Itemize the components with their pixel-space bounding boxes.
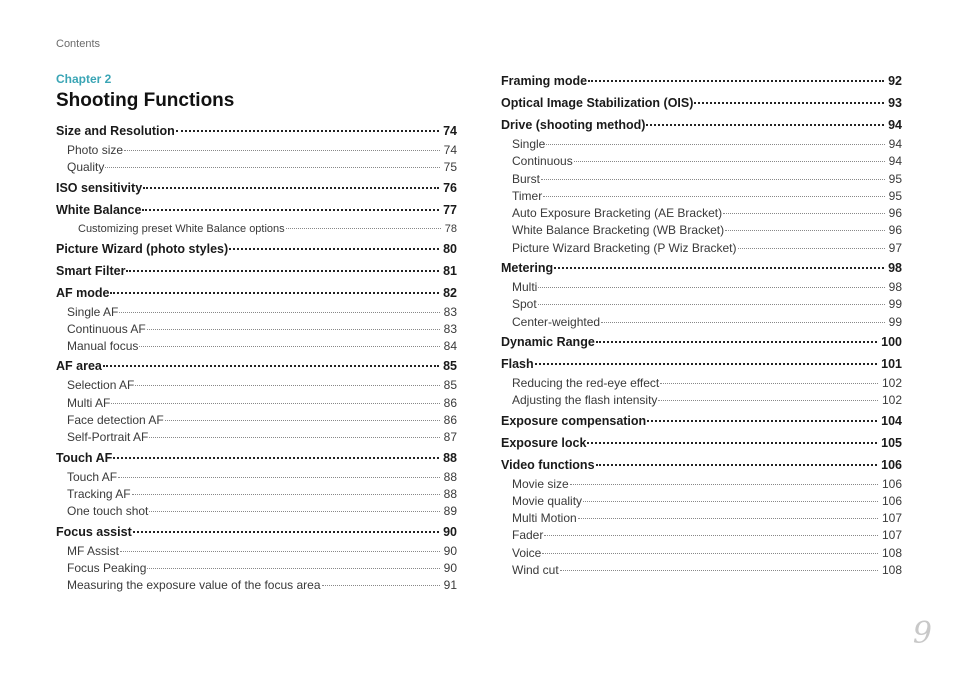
toc-subentry[interactable] — [501, 222, 902, 239]
dot-leader — [723, 213, 885, 214]
toc-entry[interactable] — [501, 454, 902, 476]
toc-entry[interactable] — [501, 70, 902, 92]
toc-entry-title: Size and Resolution — [56, 124, 175, 138]
toc-subentry-title: Focus Peaking — [67, 560, 147, 575]
toc-entry-title: Flash — [501, 356, 534, 371]
dot-leader — [538, 287, 884, 288]
toc-subentry-page: 86 — [443, 395, 457, 410]
dot-leader — [135, 385, 439, 386]
dot-leader — [554, 267, 884, 269]
toc-subentry[interactable] — [501, 188, 902, 205]
dot-leader — [126, 270, 439, 272]
toc-subentry[interactable] — [501, 314, 902, 331]
dot-leader — [646, 124, 884, 126]
toc-subentry-title: Adjusting the flash intensity — [512, 393, 658, 408]
toc-subentry-title: Reducing the red-eye effect — [512, 375, 660, 390]
toc-subentry[interactable] — [501, 375, 902, 392]
toc-entry-page: 104 — [881, 413, 902, 428]
toc-section — [501, 331, 902, 353]
toc-subentry[interactable] — [56, 142, 457, 159]
toc-subentry[interactable] — [501, 205, 902, 222]
dot-leader — [544, 535, 878, 536]
toc-entry[interactable] — [501, 114, 902, 136]
dot-leader — [149, 511, 439, 512]
toc-subentry-title: Wind cut — [512, 563, 559, 578]
toc-entry[interactable] — [501, 410, 902, 432]
toc-entry[interactable] — [56, 355, 457, 377]
toc-subentry-page: 106 — [881, 476, 902, 491]
toc-entry-page: 81 — [443, 263, 457, 278]
dot-leader — [147, 568, 439, 569]
toc-subentry-page: 90 — [443, 543, 457, 558]
toc-entry[interactable] — [56, 260, 457, 282]
toc-right-column — [501, 70, 902, 579]
toc-section — [501, 432, 902, 454]
dot-leader — [105, 167, 439, 168]
toc-subentry-title: Touch AF — [67, 469, 118, 484]
dot-leader — [583, 501, 878, 502]
toc-subentry-title: Burst — [512, 171, 541, 186]
dot-leader — [570, 484, 878, 485]
toc-subentry-page: 94 — [888, 137, 902, 151]
dot-leader — [113, 457, 439, 459]
dot-leader — [149, 437, 439, 438]
dot-leader — [660, 383, 878, 384]
toc-subentry-page: 90 — [443, 560, 457, 575]
toc-subentry-title: Self-Portrait AF — [67, 430, 149, 445]
page-number: 9 — [912, 616, 932, 651]
toc-entry[interactable] — [56, 177, 457, 199]
toc-entry-page: 77 — [443, 202, 457, 217]
toc-subentry[interactable] — [56, 338, 457, 355]
toc-subentry[interactable] — [56, 395, 457, 412]
dot-leader — [546, 144, 884, 145]
toc-subentry-page: 83 — [443, 304, 457, 319]
toc-entry-title: Touch AF — [56, 450, 113, 465]
toc-subentry[interactable] — [56, 486, 457, 503]
dot-leader — [132, 494, 440, 495]
dot-leader — [725, 230, 885, 231]
toc-subentry-title: Movie size — [512, 476, 569, 491]
toc-entry[interactable] — [56, 238, 457, 260]
toc-subentry-page: 102 — [881, 375, 902, 390]
toc-subentry[interactable] — [501, 562, 902, 579]
dot-leader — [535, 363, 877, 365]
toc-subentry-title: Quality — [67, 160, 105, 175]
toc-section — [501, 70, 902, 92]
toc-entry-title: ISO sensitivity — [56, 180, 143, 195]
dot-leader — [120, 551, 440, 552]
toc-subentry[interactable] — [56, 560, 457, 577]
dot-leader — [119, 312, 439, 313]
toc-subentry-page: 96 — [888, 223, 902, 238]
toc-subentry-page: 98 — [888, 280, 902, 295]
toc-section — [56, 199, 457, 238]
toc-subentry-page: 86 — [443, 413, 457, 428]
toc-section — [56, 521, 457, 595]
dot-leader — [286, 228, 441, 229]
toc-subentry[interactable] — [56, 321, 457, 338]
dot-leader — [139, 346, 439, 347]
toc-subentry[interactable] — [501, 476, 902, 493]
toc-subentry[interactable] — [501, 279, 902, 296]
toc-entry[interactable] — [56, 282, 457, 304]
dot-leader — [587, 442, 877, 444]
toc-subentry-title: Selection AF — [67, 378, 135, 393]
toc-section — [56, 260, 457, 282]
toc-subentry-title: Single — [512, 137, 546, 151]
dot-leader — [229, 248, 439, 250]
toc-section — [501, 353, 902, 410]
running-header: Contents — [56, 38, 101, 50]
toc-subentry-page: 97 — [888, 240, 902, 255]
toc-entry-page: 94 — [888, 118, 902, 132]
dot-leader — [588, 80, 884, 82]
toc-section — [56, 120, 457, 177]
toc-subentry[interactable] — [56, 304, 457, 321]
dot-leader — [596, 341, 877, 343]
dot-leader — [647, 420, 877, 422]
toc-entry[interactable] — [56, 199, 457, 221]
dot-leader — [738, 248, 885, 249]
dot-leader — [143, 187, 439, 189]
toc-entry[interactable] — [56, 120, 457, 142]
toc-entry-page: 85 — [443, 359, 457, 374]
dot-leader — [142, 209, 439, 211]
toc-subentry[interactable] — [501, 527, 902, 544]
toc-entry[interactable] — [56, 521, 457, 543]
dot-leader — [541, 179, 885, 180]
toc-left-list — [56, 120, 457, 594]
toc-section — [56, 282, 457, 356]
toc-subentry-page: 78 — [444, 222, 457, 235]
toc-subentry[interactable] — [501, 296, 902, 313]
toc-entry-page: 90 — [443, 524, 457, 539]
toc-subentry-page: 83 — [443, 321, 457, 336]
dot-leader — [322, 585, 440, 586]
toc-section — [501, 454, 902, 580]
toc-entry-title: Dynamic Range — [501, 334, 595, 349]
toc-entry-title: Optical Image Stabilization (OIS) — [501, 96, 694, 110]
toc-subentry-page: 102 — [881, 393, 902, 408]
dot-leader — [542, 553, 878, 554]
toc-subentry[interactable] — [501, 153, 902, 170]
toc-subentry-page: 85 — [443, 378, 457, 393]
toc-subentry-title: White Balance Bracketing (WB Bracket) — [512, 223, 725, 238]
toc-section — [501, 114, 902, 257]
toc-subentry-title: Multi — [512, 280, 538, 295]
toc-subentry[interactable] — [501, 171, 902, 188]
toc-entry-title: White Balance — [56, 202, 142, 217]
toc-entry-title: Framing mode — [501, 74, 588, 88]
toc-subentry-title: Photo size — [67, 143, 124, 157]
toc-subentry-title: One touch shot — [67, 504, 149, 519]
toc-subentry-title: Timer — [512, 188, 543, 203]
dot-leader — [694, 102, 884, 104]
toc-entry-title: Picture Wizard (photo styles) — [56, 241, 229, 256]
toc-section — [56, 447, 457, 521]
toc-subentry-title: Single AF — [67, 304, 119, 319]
toc-subentry-title: Center-weighted — [512, 314, 601, 329]
toc-subentry[interactable] — [501, 545, 902, 562]
toc-subentry-page: 108 — [881, 563, 902, 578]
toc-subentry[interactable] — [56, 543, 457, 560]
dot-leader — [574, 161, 885, 162]
chapter-title: Shooting Functions — [56, 90, 235, 111]
dot-leader — [147, 329, 440, 330]
toc-entry-page: 76 — [443, 180, 457, 195]
toc-entry-title: Focus assist — [56, 524, 132, 539]
toc-subentry-title: Continuous AF — [67, 321, 146, 336]
toc-entry-page: 105 — [881, 435, 902, 450]
toc-subentry-page: 84 — [443, 339, 457, 354]
toc-section — [56, 238, 457, 260]
dot-leader — [601, 322, 885, 323]
dot-leader — [165, 420, 440, 421]
toc-subentry[interactable] — [56, 159, 457, 176]
toc-entry-title: Drive (shooting method) — [501, 118, 646, 132]
toc-subentry-page: 96 — [888, 206, 902, 221]
toc-section — [501, 410, 902, 432]
dot-leader — [658, 400, 878, 401]
toc-subentry-title: MF Assist — [67, 543, 120, 558]
toc-subentry-title: Multi Motion — [512, 511, 577, 526]
toc-entry[interactable] — [501, 353, 902, 375]
toc-subentry-title: Picture Wizard Bracketing (P Wiz Bracket) — [512, 240, 737, 255]
toc-entry-page: 80 — [443, 241, 457, 256]
toc-section — [56, 355, 457, 446]
toc-entry-title: AF area — [56, 359, 102, 374]
dot-leader — [118, 477, 440, 478]
toc-entry[interactable] — [56, 447, 457, 469]
toc-subentry-page: 107 — [881, 511, 902, 526]
toc-subentry-title: Measuring the exposure value of the focus area — [67, 578, 321, 593]
toc-subentry[interactable] — [56, 377, 457, 394]
toc-subentry-page: 99 — [888, 297, 902, 312]
toc-entry-title: Exposure compensation — [501, 413, 647, 428]
dot-leader — [578, 518, 878, 519]
toc-subentry-title: Tracking AF — [67, 486, 131, 501]
toc-subentry-title: Customizing preset White Balance options — [78, 222, 285, 235]
toc-subentry-title: Voice — [512, 545, 542, 560]
toc-entry-page: 88 — [443, 450, 457, 465]
toc-entry[interactable] — [501, 331, 902, 353]
toc-subentry-page: 88 — [443, 486, 457, 501]
toc-subentry-page: 108 — [881, 545, 902, 560]
toc-subentry-title: Movie quality — [512, 493, 583, 508]
toc-subentry[interactable] — [501, 493, 902, 510]
dot-leader — [543, 196, 884, 197]
toc-subentry[interactable] — [501, 136, 902, 153]
toc-entry[interactable] — [501, 432, 902, 454]
toc-entry-page: 98 — [888, 261, 902, 276]
dot-leader — [124, 150, 440, 151]
toc-subentry[interactable] — [501, 240, 902, 257]
toc-section — [501, 257, 902, 331]
toc-right-list — [501, 70, 902, 579]
toc-entry[interactable] — [501, 92, 902, 114]
toc-entry-page: 82 — [443, 285, 457, 300]
toc-entry[interactable] — [501, 257, 902, 279]
toc-subentry-title: Continuous — [512, 154, 573, 169]
toc-subentry[interactable] — [56, 469, 457, 486]
toc-entry-title: AF mode — [56, 285, 110, 300]
toc-subentry[interactable] — [56, 577, 457, 594]
toc-entry-page: 106 — [881, 457, 902, 472]
toc-subentry-page: 74 — [443, 143, 457, 157]
dot-leader — [538, 304, 885, 305]
dot-leader — [110, 292, 439, 294]
toc-subentry-page: 107 — [881, 528, 902, 543]
toc-entry-title: Smart Filter — [56, 263, 126, 278]
toc-subentry-page: 106 — [881, 493, 902, 508]
chapter-label: Chapter 2 — [56, 72, 112, 86]
toc-subentry-title: Auto Exposure Bracketing (AE Bracket) — [512, 206, 723, 221]
dot-leader — [133, 531, 439, 533]
dot-leader — [111, 403, 439, 404]
toc-subentry-page: 99 — [888, 314, 902, 329]
toc-subentry-page: 91 — [443, 578, 457, 593]
toc-section — [501, 92, 902, 114]
toc-section — [56, 177, 457, 199]
toc-subentry-page: 88 — [443, 469, 457, 484]
toc-subentry[interactable] — [56, 429, 457, 446]
dot-leader — [560, 570, 878, 571]
toc-subentry-title: Face detection AF — [67, 413, 164, 428]
toc-subentry-page: 89 — [443, 504, 457, 519]
toc-entry-title: Exposure lock — [501, 435, 587, 450]
toc-subentry-page: 87 — [443, 430, 457, 445]
toc-subentry-title: Multi AF — [67, 395, 111, 410]
toc-entry-page: 101 — [881, 356, 902, 371]
toc-subentry-page: 95 — [888, 188, 902, 203]
toc-entry-title: Video functions — [501, 457, 595, 472]
toc-subentry-title: Manual focus — [67, 339, 139, 354]
toc-entry-page: 100 — [881, 334, 902, 349]
dot-leader — [596, 464, 878, 466]
toc-subentry[interactable] — [56, 221, 457, 238]
toc-subentry[interactable] — [56, 412, 457, 429]
toc-entry-page: 93 — [888, 96, 902, 110]
dot-leader — [176, 130, 439, 132]
toc-subentry[interactable] — [501, 392, 902, 409]
toc-entry-page: 74 — [443, 124, 457, 138]
toc-subentry[interactable] — [56, 503, 457, 520]
toc-subentry-title: Spot — [512, 297, 537, 312]
toc-entry-title: Metering — [501, 261, 554, 276]
toc-subentry-title: Fader — [512, 528, 544, 543]
dot-leader — [103, 365, 439, 367]
toc-subentry-page: 94 — [888, 154, 902, 169]
toc-subentry-page: 75 — [443, 160, 457, 175]
toc-subentry-page: 95 — [888, 171, 902, 186]
toc-entry-page: 92 — [888, 74, 902, 88]
toc-left-column — [56, 70, 457, 594]
toc-subentry[interactable] — [501, 510, 902, 527]
